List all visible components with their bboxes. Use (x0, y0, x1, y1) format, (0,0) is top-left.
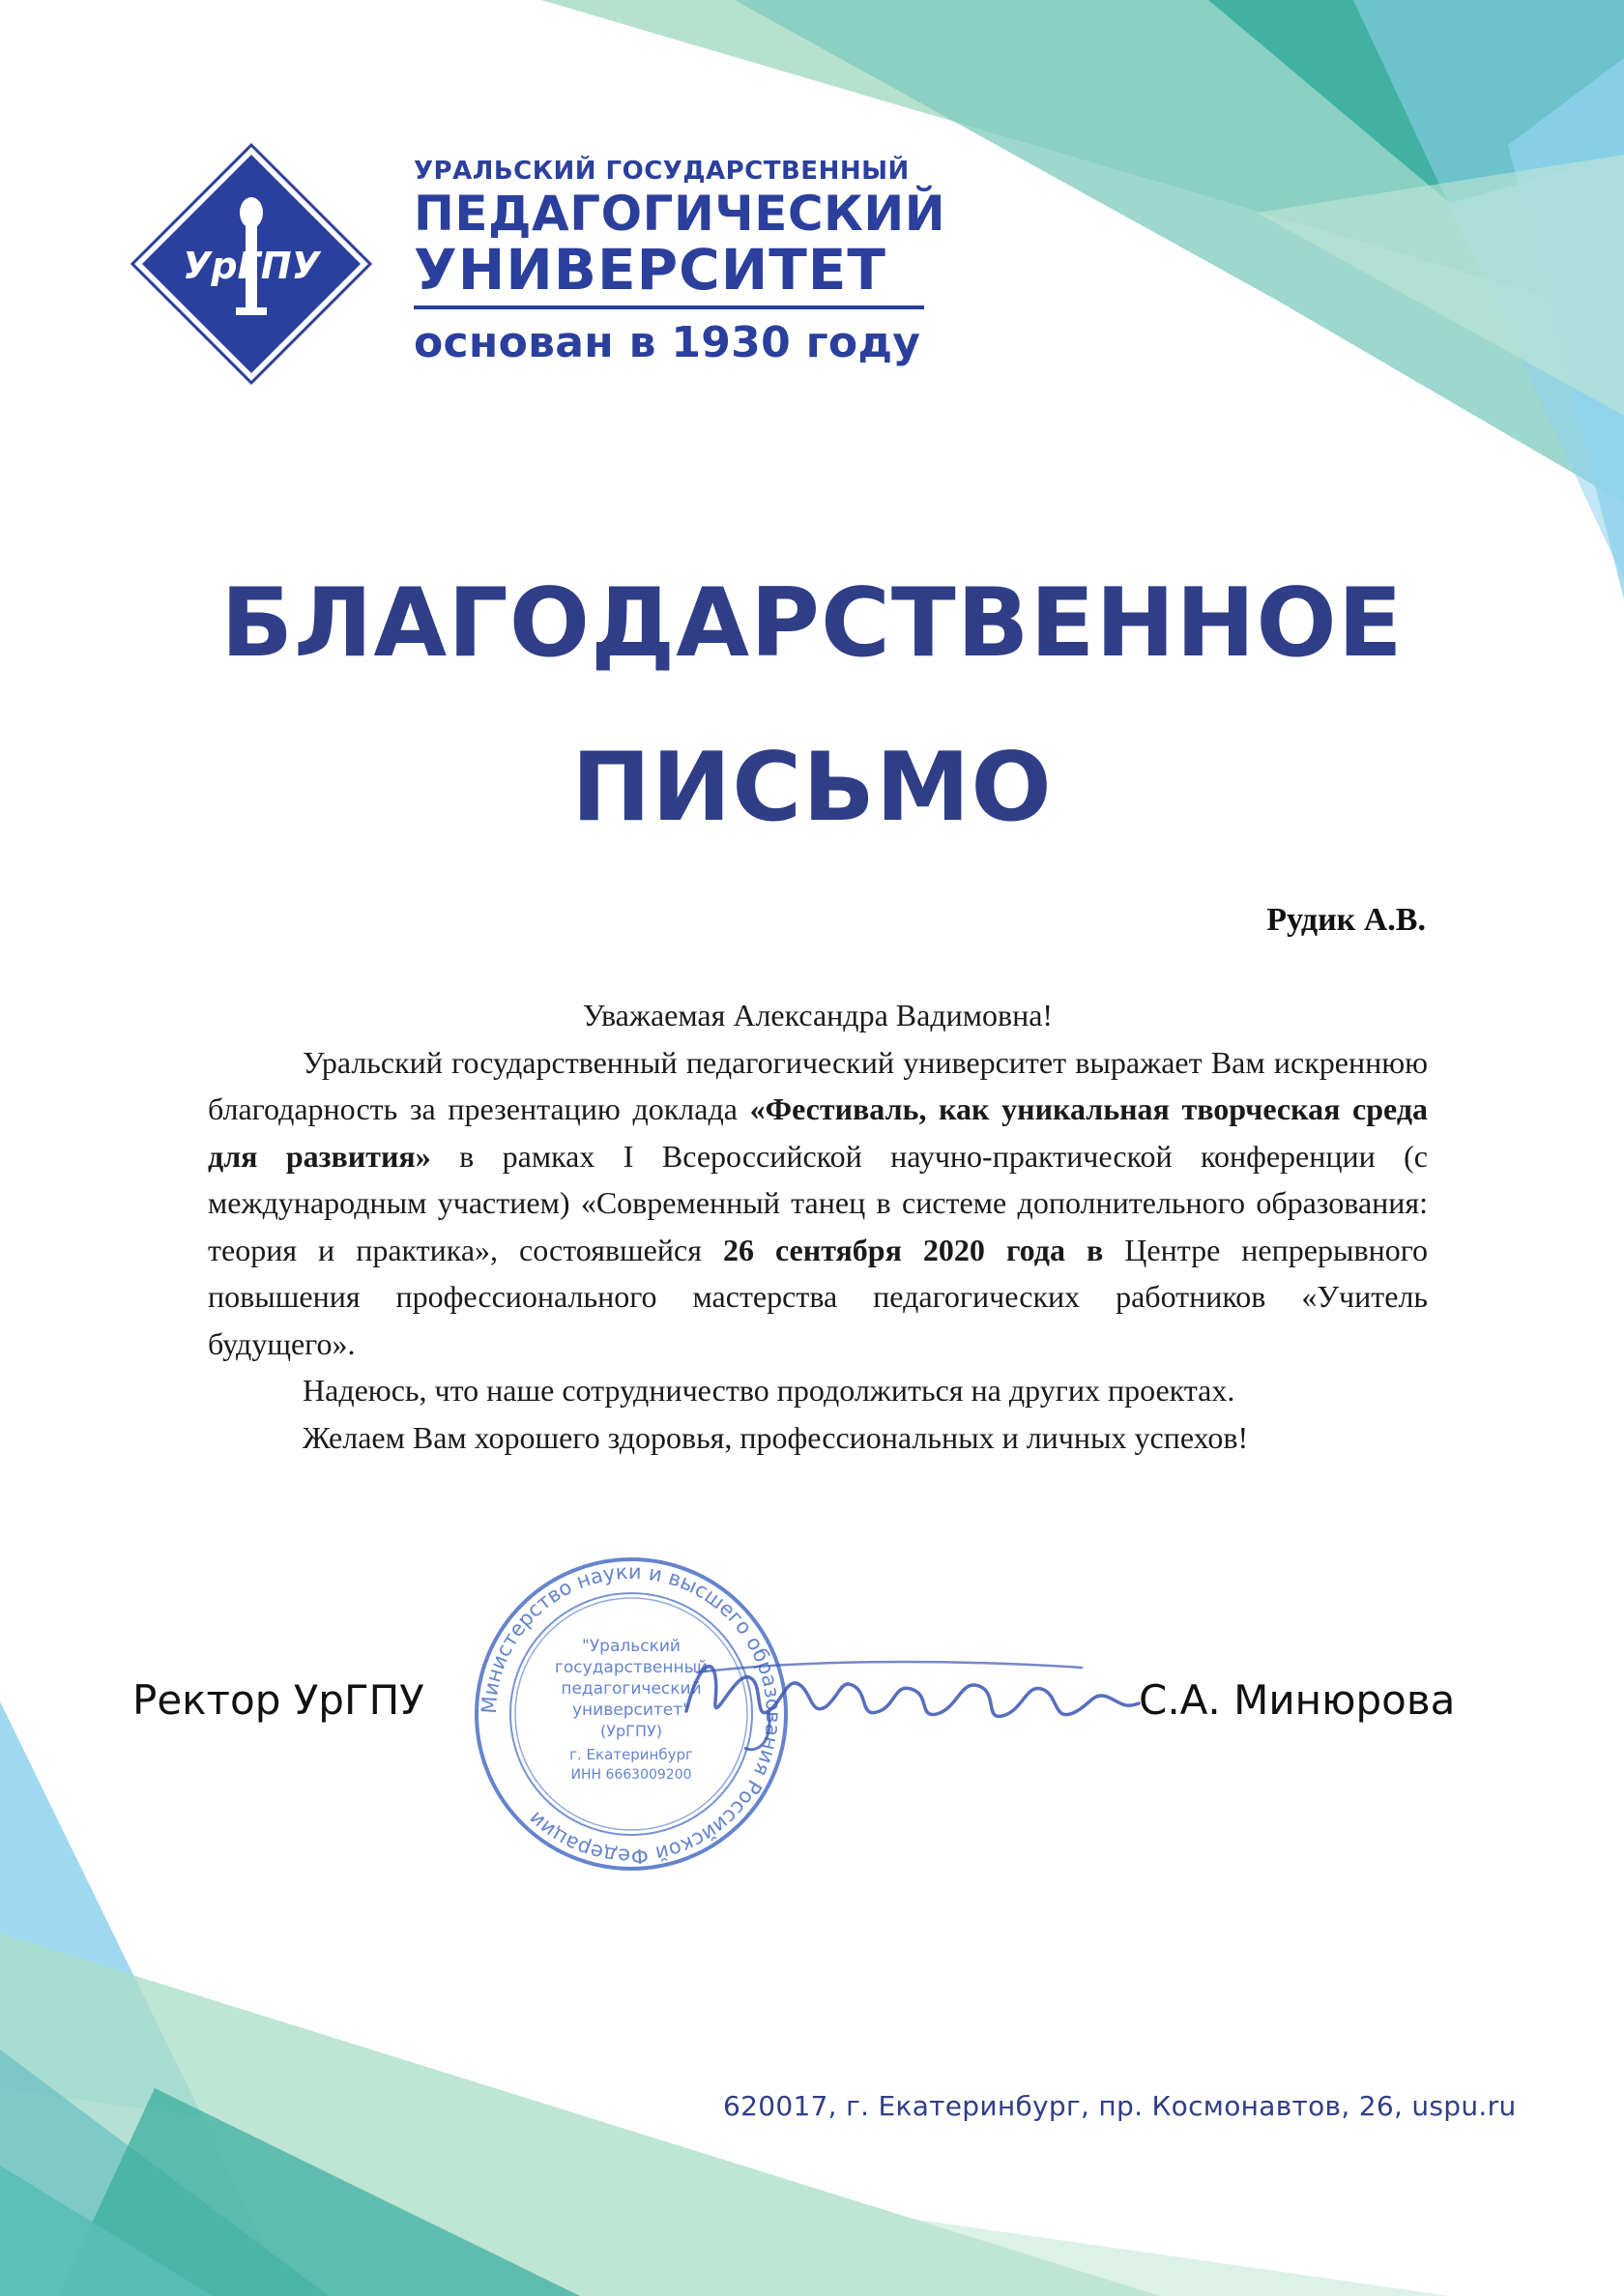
stamp-line: (УрГПУ) (600, 1722, 662, 1740)
logo-line-3: УНИВЕРСИТЕТ (414, 237, 886, 303)
letter-body (208, 992, 1428, 1461)
document-title-line-2: ПИСЬМО (571, 733, 1053, 843)
event-date: 26 сентября 2020 года в (722, 1232, 1104, 1267)
rector-name: С.А. Минюрова (1139, 1676, 1456, 1724)
main-paragraph (208, 1039, 1428, 1368)
stamp-outer-text: Министерство науки и высшего образования Российской Федерации (477, 1559, 786, 1869)
stamp-line: университет" (572, 1700, 690, 1720)
logo-line-1: УРАЛЬСКИЙ ГОСУДАРСТВЕННЫЙ (414, 157, 910, 186)
document-title-line-1: БЛАГОДАРСТВЕННОЕ (220, 568, 1404, 679)
logo-line-2: ПЕДАГОГИЧЕСКИЙ (414, 186, 946, 242)
footer-address: 620017, г. Екатеринбург, пр. Космонавтов, 26, uspu.ru (723, 2090, 1517, 2122)
university-logo-icon (130, 143, 372, 385)
stamp-line: педагогический (561, 1679, 702, 1699)
handwritten-signature (677, 1634, 1141, 1759)
logo-founded: основан в 1930 году (414, 318, 921, 367)
paragraph-text: Уральский государственный педагогический университет выражает Вам искреннюю благодарность за презентацию доклада (208, 1044, 1428, 1126)
logo-divider (414, 305, 924, 309)
report-title: «Фестиваль, как уникальная творческая среда для развития» (208, 1091, 1429, 1174)
paragraph-text: в рамках I Всероссийской научно-практической конференции (с международным участием) «Современный танец в системе дополнительного образования: теория и практика», состоявшейся (208, 1138, 1429, 1267)
recipient-name: Рудик А.В. (1266, 902, 1426, 938)
wishes-paragraph: Желаем Вам хорошего здоровья, профессиональных и личных успехов! (303, 1419, 1249, 1455)
stamp-line: "Уральский (582, 1637, 681, 1656)
cooperation-paragraph: Надеюсь, что наше сотрудничество продолжиться на других проектах. (303, 1373, 1235, 1408)
logo-monogram: УрГПУ (183, 245, 320, 287)
stamp-line: государственный (554, 1658, 709, 1677)
university-name (414, 155, 946, 367)
paragraph-text: Центре непрерывного повышения профессионального мастерства педагогических работников «Учитель будущего». (208, 1232, 1429, 1361)
rector-title: Ректор УрГПУ (132, 1676, 424, 1724)
stamp-line: ИНН 6663009200 (570, 1767, 692, 1783)
stamp-line: г. Екатеринбург (569, 1746, 693, 1763)
greeting: Уважаемая Александра Вадимовна! (582, 998, 1054, 1032)
